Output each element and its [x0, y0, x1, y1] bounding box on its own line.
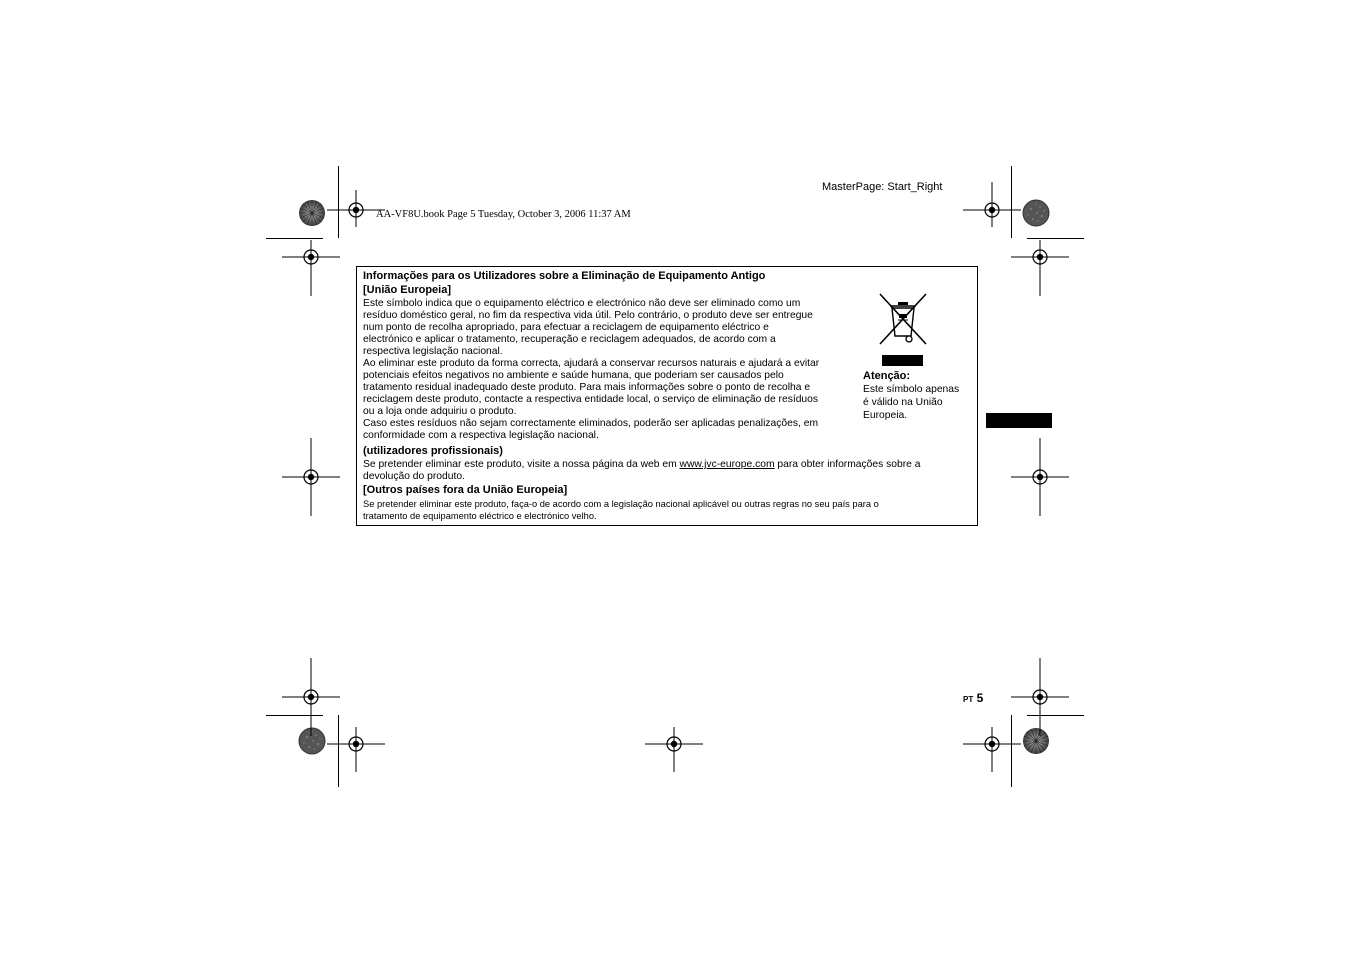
eu-heading: [União Europeia] [363, 284, 452, 296]
text-line: Caso estes resíduos não sejam correctamente eliminados, poderão ser aplicadas penalizações, em [363, 418, 819, 429]
other-countries-heading: [Outros países fora da União Europeia] [363, 484, 568, 496]
text-span: Se pretender eliminar este produto, visite a nossa página da web em [363, 459, 680, 470]
text-line: electrónico e aplicar o tratamento, recuperação e reciclagem adequados, de acordo com a [363, 334, 776, 345]
master-page-label: MasterPage: Start_Right [822, 181, 943, 193]
text-line: conformidade com a respectiva legislação nacional. [363, 430, 599, 441]
text-line: é válido na União [863, 397, 943, 408]
professional-heading: (utilizadores profissionais) [363, 445, 503, 457]
page-number-value: 5 [976, 691, 984, 705]
section-tab-marker [986, 413, 1052, 428]
notice-title: Informações para os Utilizadores sobre a Eliminação de Equipamento Antigo [363, 270, 766, 282]
text-line: resíduo doméstico geral, no fim da respectiva vida útil. Pelo contrário, o produto deve ser entregue [363, 310, 813, 321]
eu-paragraph [363, 298, 819, 442]
text-line: Se pretender eliminar este produto, faça-o de acordo com a legislação nacional aplicável ou outras regras no seu país para o [363, 499, 879, 509]
professional-paragraph [363, 459, 920, 483]
text-line: Ao eliminar este produto da forma correcta, ajudará a conservar recursos naturais e ajudará a evitar [363, 358, 820, 369]
page-number [963, 691, 983, 705]
crossed-out-wheelie-bin-icon [876, 292, 930, 368]
text-line: Este símbolo apenas [863, 384, 960, 395]
jvc-europe-link[interactable]: www.jvc-europe.com [679, 459, 775, 470]
text-line: potenciais efeitos negativos no ambiente e saúde humana, que poderiam ser causados pelo [363, 370, 784, 381]
book-info-line: AA-VF8U.book Page 5 Tuesday, October 3, 2006 11:37 AM [376, 209, 631, 220]
attention-text [863, 383, 975, 422]
text-line: respectiva legislação nacional. [363, 346, 503, 357]
text-line: Europeia. [863, 410, 908, 421]
text-line: num ponto de recolha apropriado, para efectuar a reciclagem de equipamento eléctrico e [363, 322, 769, 333]
text-line: tratamento residual inadequado deste produto. Para mais informações sobre o ponto de recolha e [363, 382, 811, 393]
attention-title: Atenção: [863, 370, 911, 382]
text-line: ou a loja onde adquiriu o produto. [363, 406, 517, 417]
other-countries-paragraph [363, 498, 879, 522]
language-code: PT [963, 695, 974, 704]
text-line: Este símbolo indica que o equipamento eléctrico e electrónico não deve ser eliminado como um [363, 298, 801, 309]
text-line: tratamento de equipamento eléctrico e electrónico velho. [363, 511, 597, 521]
text-span: para obter informações sobre a [774, 459, 921, 470]
text-line: reciclagem deste produto, contacte a respectiva entidade local, o serviço de eliminação de resíduos [363, 394, 819, 405]
text-line: devolução do produto. [363, 471, 465, 482]
